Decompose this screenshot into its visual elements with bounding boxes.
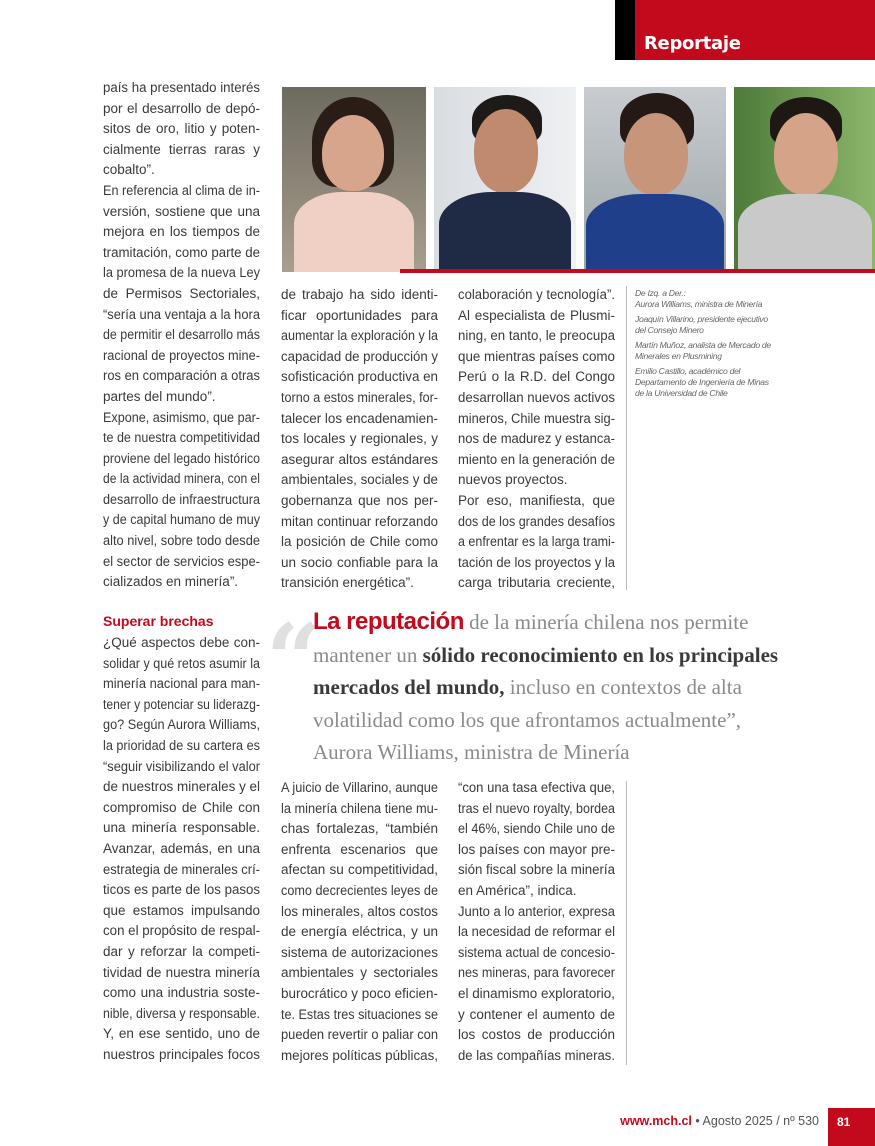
column-divider — [626, 781, 627, 1065]
text-line: mejores políticas públicas, — [281, 1047, 438, 1063]
text-line: Junto a lo anterior, expresa — [458, 903, 615, 919]
quote-lead: La reputación — [313, 608, 464, 635]
text-line: ¿Qué aspectos debe con- — [103, 635, 260, 650]
photo-aurora-williams — [282, 87, 426, 272]
pull-quote — [313, 606, 868, 769]
text-line: en América”, indica. — [458, 882, 577, 898]
text-line: Avanzar, además, en una — [103, 840, 260, 856]
text-line: miento en la generación de — [458, 451, 615, 467]
text-line: por el desarrollo de depó- — [103, 100, 260, 116]
text-line: a enfrentar es la larga trami- — [458, 534, 615, 550]
text-line: colaboración y tecnología”. — [458, 287, 615, 302]
text-line: Y, en ese sentido, uno de — [103, 1026, 260, 1042]
text-line: el dinamismo exploratorio, — [458, 985, 615, 1001]
photo-emilio-castillo — [734, 87, 875, 272]
caption-person: Joaquín Villarino, presidente ejecutivo del Consejo Minero — [635, 314, 768, 335]
footer — [620, 1114, 819, 1128]
text-line: go? Según Aurora Williams, — [103, 717, 260, 733]
text-line: pueden revertir o paliar con — [281, 1027, 438, 1043]
quote-text: mantener un — [313, 642, 423, 667]
page-number — [828, 1108, 875, 1146]
text-line: ticos es parte de los pasos — [103, 882, 260, 898]
text-line: una minería responsable. — [103, 820, 260, 836]
page-number-text: 81 — [837, 1115, 851, 1129]
text-line: mejora en los tiempos de — [103, 224, 260, 240]
text-line: Por eso, manifiesta, que — [458, 492, 615, 508]
text-line: los costos de producción — [458, 1027, 615, 1043]
text-line: burocrático y poco eficien- — [281, 985, 438, 1001]
text-line: proviene del legado histórico — [103, 450, 260, 466]
text-line: ambientales, sociales y de — [281, 472, 438, 488]
text-line: capacidad de producción y — [281, 348, 438, 364]
photo-underline — [400, 269, 875, 273]
text-line: cobalto”. — [103, 162, 155, 178]
text-line: gobernanza que nos per- — [281, 492, 438, 508]
text-line: sistema de autorizaciones — [281, 944, 438, 960]
text-line: de las compañías mineras. — [458, 1047, 615, 1063]
text-line: y de capital humano de muy — [103, 512, 260, 528]
text-line: de permitir el desarrollo más — [103, 327, 260, 343]
text-line: “seguir visibilizando el valor — [103, 758, 260, 774]
text-line: y contener el aumento de — [458, 1006, 615, 1022]
caption-intro: De Izq. a Der.: — [635, 288, 686, 298]
text-line: carga tributaria creciente, — [458, 575, 615, 591]
caption-person: Aurora Williams, ministra de Minería — [635, 299, 763, 309]
caption-person: Martín Muñoz, analista de Mercado de Minerales en Plusmining — [635, 340, 771, 361]
text-line: tramitación, como parte de — [103, 244, 260, 260]
text-line: “sería una ventaja a la hora — [103, 306, 260, 322]
text-line: alto nivel, sobre todo desde — [103, 533, 260, 549]
text-line: torno a estos minerales, for- — [281, 389, 438, 405]
section-tab — [615, 0, 875, 60]
column-3-bottom — [458, 778, 615, 1066]
text-line: como una industria soste- — [103, 985, 260, 1001]
text-line: sión fiscal sobre la minería — [458, 862, 615, 878]
text-line: de la actividad minera, con el — [103, 471, 260, 487]
text-line: de trabajo ha sido identi- — [281, 287, 438, 302]
text-line: la posición de Chile como — [281, 534, 438, 550]
quote-text: incluso en contextos de alta — [504, 675, 742, 699]
issue-info: Agosto 2025 / nº 530 — [702, 1114, 819, 1128]
text-line: que estamos impulsando — [103, 902, 260, 918]
text-line: ning, en tanto, le preocupa — [458, 328, 615, 344]
column-1-top — [103, 78, 260, 593]
text-line: la prioridad de su cartera es — [103, 737, 260, 753]
footer-separator: • — [691, 1114, 703, 1128]
text-line: mitan continuar reforzando — [281, 513, 438, 529]
column-divider — [626, 286, 627, 590]
text-line: “con una tasa efectiva que, — [458, 780, 615, 795]
text-line: tación de los proyectos y la — [458, 554, 615, 570]
photo-joaquin-villarino — [434, 87, 576, 272]
subheading: Superar brechas — [103, 613, 214, 629]
column-2-top — [281, 285, 438, 594]
text-line: país ha presentado interés — [103, 80, 260, 95]
text-line: talecer los encadenamien- — [281, 410, 438, 426]
text-line: enfrenta escenarios que — [281, 841, 438, 857]
quote-emphasis: sólido reconocimiento en los principales — [422, 642, 779, 667]
quote-text: de la minería chilena nos permite — [463, 610, 749, 634]
text-line: nible, diversa y responsable. — [103, 1005, 260, 1021]
text-line: los países con mayor pre- — [458, 841, 615, 857]
column-1-bottom — [103, 633, 260, 1065]
text-line: solidar y qué retos asumir la — [103, 655, 260, 671]
text-line: sitos de oro, litio y poten- — [103, 121, 260, 137]
quote-attribution: Aurora Williams, ministra de Minería — [313, 740, 630, 764]
text-line: los minerales, altos costos — [281, 903, 438, 919]
text-line: desarrollo de infraestructura — [103, 491, 260, 507]
text-line: A juicio de Villarino, aunque — [281, 780, 438, 795]
text-line: versión, sostiene que una — [103, 203, 260, 219]
text-line: tras el nuevo royalty, bordea — [458, 800, 615, 816]
text-line: asegurar altos estándares — [281, 451, 438, 467]
text-line: mineros, Chile muestra sig- — [458, 410, 615, 426]
text-line: el sector de servicios espe- — [103, 553, 260, 569]
text-line: sistema actual de concesio- — [458, 944, 615, 960]
text-line: afectan su competitividad, — [281, 862, 438, 878]
text-line: sofisticación productiva en — [281, 369, 438, 385]
text-line: de nuestros minerales y el — [103, 779, 260, 795]
text-line: Perú o la R.D. del Congo — [458, 369, 615, 385]
column-2-bottom — [281, 778, 438, 1066]
text-line: cialmente tierras raras y — [103, 141, 260, 157]
text-line: como decrecientes leyes de — [281, 882, 438, 898]
photo-martin-munoz — [584, 87, 726, 272]
text-line: de energía eléctrica, y un — [281, 924, 438, 940]
text-line: la minería chilena tiene mu- — [281, 800, 438, 816]
text-line: nes mineras, para favorecer — [458, 965, 615, 981]
text-line: desarrollan nuevos activos — [458, 389, 615, 405]
text-line: compromiso de Chile con — [103, 799, 260, 815]
text-line: dos de los grandes desafíos — [458, 513, 615, 529]
text-line: transición energética”. — [281, 575, 414, 591]
text-line: tener y potenciar su liderazg- — [103, 696, 260, 712]
quote-mark-icon: “ — [266, 603, 322, 716]
text-line: ficar oportunidades para — [281, 307, 438, 323]
section-label: Reportaje — [644, 33, 741, 54]
text-line: Expone, asimismo, que par- — [103, 409, 260, 425]
text-line: nuevos proyectos. — [458, 472, 568, 488]
text-line: un socio confiable para la — [281, 554, 438, 570]
text-line: En referencia al clima de in- — [103, 182, 260, 198]
text-line: dar y reforzar la competi- — [103, 943, 260, 959]
text-line: ros en comparación a otras — [103, 368, 260, 384]
text-line: la necesidad de reformar el — [458, 924, 615, 940]
text-line: aumentar la exploración y la — [281, 328, 438, 344]
text-line: con el propósito de respal- — [103, 923, 260, 939]
text-line: nuestros principales focos — [103, 1046, 260, 1062]
text-line: te. Estas tres situaciones se — [281, 1006, 438, 1022]
photo-caption — [635, 288, 773, 403]
text-line: tividad de nuestra minería — [103, 964, 260, 980]
quote-emphasis: mercados del mundo, — [313, 675, 505, 699]
text-line: tos locales y regionales, y — [281, 431, 438, 447]
text-line: racional de proyectos mine- — [103, 347, 260, 363]
column-3-top — [458, 285, 615, 594]
text-line: Al especialista de Plusmi- — [458, 307, 615, 323]
text-line: de Permisos Sectoriales, — [103, 285, 260, 301]
website-link[interactable]: www.mch.cl — [620, 1114, 692, 1128]
text-line: que mientras países como — [458, 348, 615, 364]
text-line: el 46%, siendo Chile uno de — [458, 821, 615, 837]
text-line: minería nacional para man- — [103, 676, 260, 692]
text-line: la promesa de la nueva Ley — [103, 265, 260, 281]
quote-text: volatilidad como los que afrontamos actualmente”, — [313, 707, 742, 732]
text-line: estrategia de minerales crí- — [103, 861, 260, 877]
text-line: ambientales y sectoriales — [281, 965, 438, 981]
text-line: nos de madurez y estanca- — [458, 431, 615, 447]
text-line: cializados en minería”. — [103, 574, 239, 590]
caption-person: Emilio Castillo, académico del Departamento de Ingeniería de Minas de la Universidad de Chile — [635, 366, 769, 398]
text-line: chas fortalezas, “también — [281, 821, 438, 837]
text-line: te de nuestra competitividad — [103, 430, 260, 446]
text-line: partes del mundo”. — [103, 388, 216, 404]
